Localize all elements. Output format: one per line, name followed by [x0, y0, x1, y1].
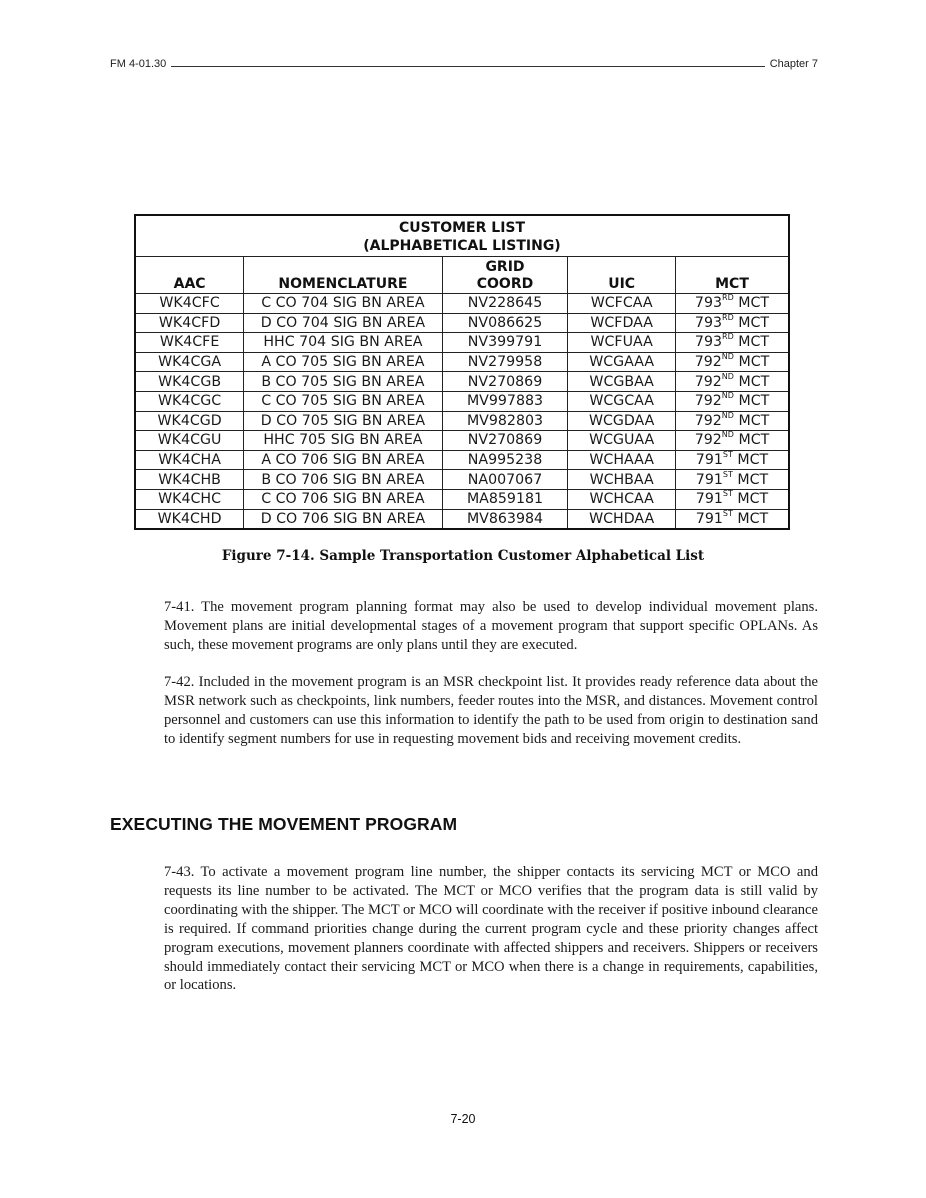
mct-ordinal-suffix: ND [721, 410, 734, 420]
table-title-line1: CUSTOMER LIST [398, 220, 526, 236]
uic-cell: WCGCAA [568, 391, 676, 411]
nomenclature-cell: B CO 705 SIG BN AREA [244, 372, 443, 392]
table-header-row [135, 257, 789, 294]
customer-list-table [134, 214, 790, 530]
mct-number: 791 [695, 452, 723, 469]
uic-cell: WCFDAA [568, 313, 676, 333]
mct-cell [676, 391, 790, 411]
chapter-label: Chapter 7 [769, 58, 818, 70]
grid-coord-cell: NV270869 [442, 372, 568, 392]
nomenclature-cell: D CO 706 SIG BN AREA [244, 509, 443, 529]
section-heading: EXECUTING THE MOVEMENT PROGRAM [110, 814, 458, 834]
mct-cell [676, 313, 790, 333]
coord-label: COORD [476, 276, 534, 292]
mct-unit: MCT [732, 491, 769, 508]
column-header-aac: AAC [135, 257, 244, 294]
nomenclature-cell: B CO 706 SIG BN AREA [244, 470, 443, 490]
uic-cell: WCHBAA [568, 470, 676, 490]
mct-ordinal-suffix: ST [722, 508, 733, 518]
mct-number: 792 [694, 412, 722, 429]
column-header-mct: MCT [676, 257, 790, 294]
mct-number: 792 [694, 373, 722, 390]
mct-ordinal-suffix: ST [722, 469, 733, 479]
column-header-grid-coord [442, 257, 568, 294]
mct-unit: MCT [733, 393, 770, 410]
table-row [135, 333, 789, 353]
grid-coord-cell: MV982803 [442, 411, 568, 431]
aac-cell: WK4CGB [135, 372, 244, 392]
mct-ordinal-suffix: RD [722, 332, 734, 342]
nomenclature-cell: HHC 704 SIG BN AREA [244, 333, 443, 353]
figure-caption: Figure 7-14. Sample Transportation Customer Alphabetical List [221, 548, 705, 564]
aac-cell: WK4CFC [135, 294, 244, 314]
aac-cell: WK4CGC [135, 391, 244, 411]
paragraph-7-41: 7-41. The movement program planning format may also be used to develop individual movement plans. Movement plans are initial developmental stages of a movement program that support specific OPLANs. As such, these movement programs are only plans until they are executed. [164, 599, 818, 653]
aac-cell: WK4CHB [135, 470, 244, 490]
column-header-uic: UIC [568, 257, 676, 294]
table-row [135, 431, 789, 451]
mct-number: 793 [694, 314, 723, 331]
uic-cell: WCHDAA [568, 509, 676, 529]
uic-cell: WCHCAA [568, 489, 676, 509]
grid-coord-cell: NA007067 [442, 470, 568, 490]
mct-unit: MCT [733, 295, 770, 312]
aac-cell: WK4CHC [135, 489, 244, 509]
mct-number: 792 [694, 354, 722, 371]
running-header [110, 52, 818, 70]
grid-coord-cell: NV399791 [442, 333, 568, 353]
grid-coord-cell: NV270869 [442, 431, 568, 451]
mct-unit: MCT [733, 412, 770, 429]
nomenclature-cell: HHC 705 SIG BN AREA [244, 431, 443, 451]
grid-coord-cell: NV279958 [442, 352, 568, 372]
uic-cell: WCGBAA [568, 372, 676, 392]
mct-unit: MCT [732, 471, 769, 488]
nomenclature-cell: A CO 705 SIG BN AREA [244, 352, 443, 372]
mct-ordinal-suffix: ND [721, 352, 734, 362]
nomenclature-cell: A CO 706 SIG BN AREA [244, 450, 443, 470]
aac-cell: WK4CFE [135, 333, 244, 353]
mct-ordinal-suffix: ND [721, 371, 734, 381]
mct-number: 792 [694, 393, 722, 410]
grid-coord-cell: NV228645 [442, 294, 568, 314]
mct-ordinal-suffix: ST [722, 450, 733, 460]
table-row [135, 352, 789, 372]
paragraph-7-42: 7-42. Included in the movement program is an MSR checkpoint list. It provides ready reference data about the MSR network such as checkpoints, link numbers, feeder routes into the MSR, and distances. Movement control personnel and customers can use this information to identify the path to be used from origin to destination sand to identify segment numbers for use in requesting movement bids and receiving movement credits. [164, 674, 818, 747]
table-row [135, 411, 789, 431]
grid-coord-cell: MV997883 [442, 391, 568, 411]
mct-ordinal-suffix: RD [722, 293, 734, 303]
uic-cell: WCGUAA [568, 431, 676, 451]
mct-unit: MCT [733, 334, 770, 351]
nomenclature-cell: C CO 705 SIG BN AREA [244, 391, 443, 411]
mct-number: 793 [694, 334, 723, 351]
paragraph-7-43: 7-43. To activate a movement program line number, the shipper contacts its servicing MCT or MCO and requests its line number to be activated. The MCT or MCO verifies that the program data is still valid by coordinating with the shipper. The MCT or MCO will coordinate with the receiver if positive inbound clearance is required. If command priorities change during the current program cycle and these priority changes affect program executions, movement planners coordinate with affected shippers and receivers. Shippers or receivers should immediately contact their servicing MCT or MCO when there is a change in requirements, capabilities, or locations. [164, 864, 818, 994]
grid-coord-cell: MV863984 [442, 509, 568, 529]
nomenclature-cell: C CO 706 SIG BN AREA [244, 489, 443, 509]
grid-coord-cell: NV086625 [442, 313, 568, 333]
table-row [135, 470, 789, 490]
mct-cell [676, 294, 790, 314]
uic-cell: WCFUAA [568, 333, 676, 353]
table-title [135, 215, 789, 257]
uic-cell: WCGDAA [568, 411, 676, 431]
nomenclature-cell: C CO 704 SIG BN AREA [244, 294, 443, 314]
table-row [135, 391, 789, 411]
mct-unit: MCT [732, 452, 769, 469]
mct-cell [676, 352, 790, 372]
mct-cell [676, 489, 790, 509]
aac-cell: WK4CGU [135, 431, 244, 451]
table-row [135, 509, 789, 529]
table-row [135, 313, 789, 333]
mct-number: 791 [695, 510, 723, 527]
table-body [135, 294, 789, 530]
mct-number: 793 [694, 295, 723, 312]
aac-cell: WK4CHA [135, 450, 244, 470]
mct-unit: MCT [733, 354, 770, 371]
mct-unit: MCT [732, 510, 769, 527]
column-header-nomenclature: NOMENCLATURE [244, 257, 443, 294]
mct-cell [676, 509, 790, 529]
mct-number: 792 [694, 432, 722, 449]
uic-cell: WCFCAA [568, 294, 676, 314]
mct-ordinal-suffix: ND [721, 391, 734, 401]
mct-ordinal-suffix: ND [721, 430, 734, 440]
grid-label: GRID [485, 259, 525, 275]
mct-unit: MCT [733, 432, 770, 449]
grid-coord-cell: NA995238 [442, 450, 568, 470]
table-title-line2: (ALPHABETICAL LISTING) [363, 238, 561, 254]
mct-ordinal-suffix: RD [722, 312, 734, 322]
mct-number: 791 [695, 471, 723, 488]
mct-cell [676, 372, 790, 392]
nomenclature-cell: D CO 705 SIG BN AREA [244, 411, 443, 431]
table-row [135, 489, 789, 509]
grid-coord-cell: MA859181 [442, 489, 568, 509]
aac-cell: WK4CHD [135, 509, 244, 529]
table-row [135, 372, 789, 392]
table-row [135, 294, 789, 314]
table-row [135, 450, 789, 470]
nomenclature-cell: D CO 704 SIG BN AREA [244, 313, 443, 333]
mct-unit: MCT [733, 314, 770, 331]
aac-cell: WK4CGA [135, 352, 244, 372]
mct-number: 791 [695, 491, 723, 508]
header-rule [171, 66, 764, 67]
uic-cell: WCGAAA [568, 352, 676, 372]
mct-cell [676, 431, 790, 451]
manual-number: FM 4-01.30 [110, 58, 167, 70]
mct-unit: MCT [733, 373, 770, 390]
aac-cell: WK4CGD [135, 411, 244, 431]
aac-cell: WK4CFD [135, 313, 244, 333]
mct-ordinal-suffix: ST [722, 489, 733, 499]
uic-cell: WCHAAA [568, 450, 676, 470]
table-title-row [135, 215, 789, 257]
mct-cell [676, 333, 790, 353]
mct-cell [676, 411, 790, 431]
mct-cell [676, 470, 790, 490]
mct-cell [676, 450, 790, 470]
page-number: 7-20 [450, 1112, 476, 1126]
